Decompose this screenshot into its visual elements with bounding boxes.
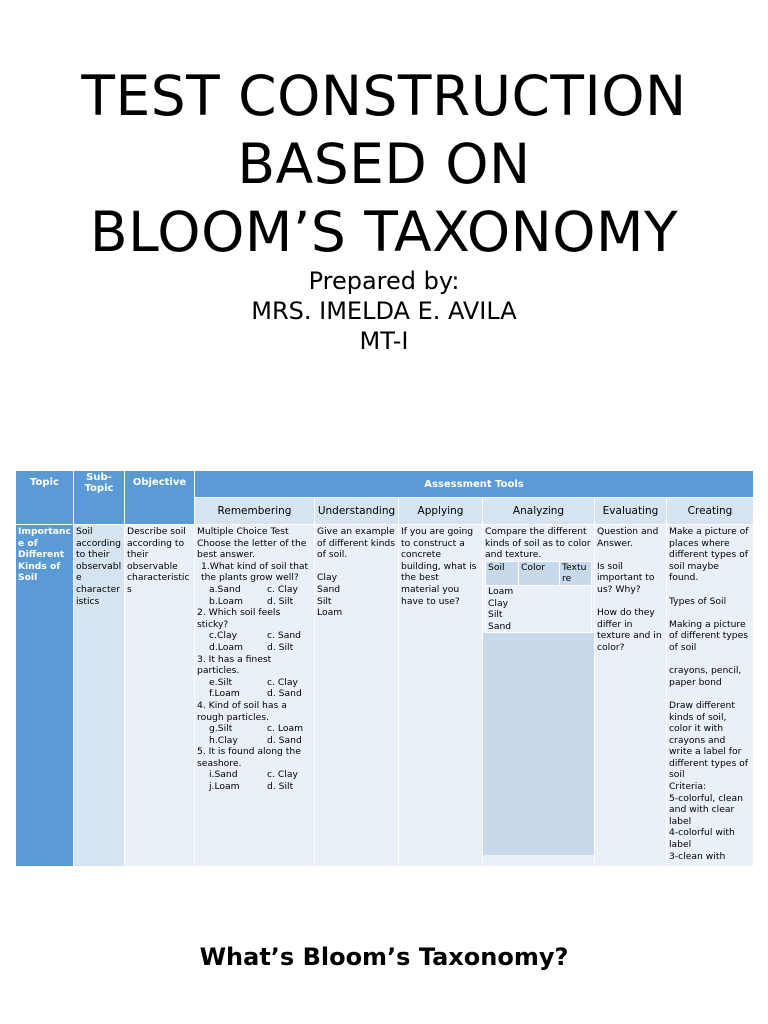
section-heading: What’s Bloom’s Taxonomy? [199, 943, 569, 971]
choice-row: e.Silt c. Clay [209, 676, 298, 688]
choice-row: i.Sand c. Clay [209, 769, 298, 781]
prepared-label: Prepared by: [308, 267, 460, 295]
criteria-4: 4-colorful with label [669, 827, 735, 851]
cell-evaluating [595, 525, 667, 867]
creating-task-3: Making a picture of different types of soil [669, 618, 749, 653]
soil-item: Silt [317, 595, 332, 607]
header-objective: Objective [125, 471, 195, 525]
cell-creating [667, 525, 754, 867]
criteria-5: 5-colorful, clean and with clear label [669, 792, 743, 827]
question-4: 4. Kind of soil has a rough particles. [197, 699, 287, 723]
analyzing-prompt: Compare the different kinds of soil as to color and texture. [485, 526, 591, 561]
choice-row: h.Clay d. Sand [209, 734, 302, 746]
author-position: MT-I [359, 327, 409, 355]
comparison-table [485, 561, 592, 634]
level-evaluating: Evaluating [595, 498, 667, 525]
question-1: 1.What kind of soil that the plants grow well? [201, 560, 309, 584]
soil-item: Sand [488, 620, 512, 632]
level-remembering: Remembering [195, 498, 315, 525]
compare-col-texture: Texture [560, 561, 592, 585]
creating-task-1: Make a picture of places where different types of soil maybe found. [669, 526, 749, 584]
choice-row: d.Loam d. Silt [209, 641, 294, 653]
cell-subtopic: Soil according to their observable characteristics [74, 525, 125, 867]
creating-materials: crayons, pencil, paper bond [669, 665, 742, 688]
header-subtopic: Sub-Topic [74, 471, 125, 525]
level-understanding: Understanding [315, 498, 399, 525]
cell-objective: Describe soil according to their observable characteristics [125, 525, 195, 867]
cell-applying: If you are going to construct a concrete building, what is the best material you have to use? [399, 525, 483, 867]
soil-item: Sand [317, 583, 341, 595]
soil-item: Silt [488, 609, 503, 621]
creating-task-4: Draw different kinds of soil, color it with crayons and write a label for different types of soil [669, 699, 749, 781]
soil-item: Loam [488, 585, 514, 597]
creating-task-2: Types of Soil [669, 595, 727, 607]
level-applying: Applying [399, 498, 483, 525]
cell-topic: Importance of Different Kinds of Soil [16, 525, 74, 867]
analyzing-empty-area [483, 633, 594, 855]
header-assessment-tools: Assessment Tools [195, 471, 754, 498]
criteria-label: Criteria: [669, 781, 707, 793]
evaluating-type: Question and Answer. [597, 526, 659, 549]
question-3: 3. It has a finest particles. [197, 653, 272, 677]
cell-remembering [195, 525, 315, 867]
choice-row: g.Silt c. Loam [209, 723, 304, 735]
evaluating-question-2: How do they differ in texture and in color? [597, 607, 662, 653]
author-name: MRS. IMELDA E. AVILA [251, 297, 517, 325]
question-5: 5. It is found along the seashore. [197, 746, 301, 769]
soil-item: Loam [317, 607, 343, 619]
header-topic: Topic [16, 471, 74, 525]
compare-col-color: Color [519, 561, 560, 585]
understanding-prompt: Give an example of different kinds of soil. [317, 526, 396, 561]
choice-row: b.Loam d. Silt [209, 595, 294, 607]
choice-row: f.Loam d. Sand [209, 688, 302, 700]
soil-item: Clay [317, 572, 338, 584]
page-title [0, 62, 768, 266]
choice-row: c.Clay c. Sand [209, 630, 302, 642]
evaluating-question-1: Is soil important to us? Why? [597, 560, 655, 595]
compare-col-soil: Soil [486, 561, 519, 585]
level-analyzing: Analyzing [483, 498, 595, 525]
assessment-table [15, 470, 753, 866]
title-line-2: BASED ON [237, 132, 531, 196]
level-creating: Creating [667, 498, 754, 525]
choice-row: j.Loam d. Silt [209, 781, 294, 793]
title-line-3: BLOOM’S TAXONOMY [89, 200, 679, 264]
criteria-3: 3-clean with [669, 850, 726, 862]
author-block [0, 266, 768, 356]
title-line-1: TEST CONSTRUCTION [81, 64, 687, 128]
soil-item: Clay [488, 597, 509, 609]
mc-instructions: Multiple Choice Test Choose the letter of the best answer. [197, 526, 307, 561]
question-2: 2. Which soil feels sticky? [197, 607, 281, 630]
choice-row: a.Sand c. Clay [209, 583, 298, 595]
cell-analyzing [483, 525, 595, 867]
cell-understanding [315, 525, 399, 867]
